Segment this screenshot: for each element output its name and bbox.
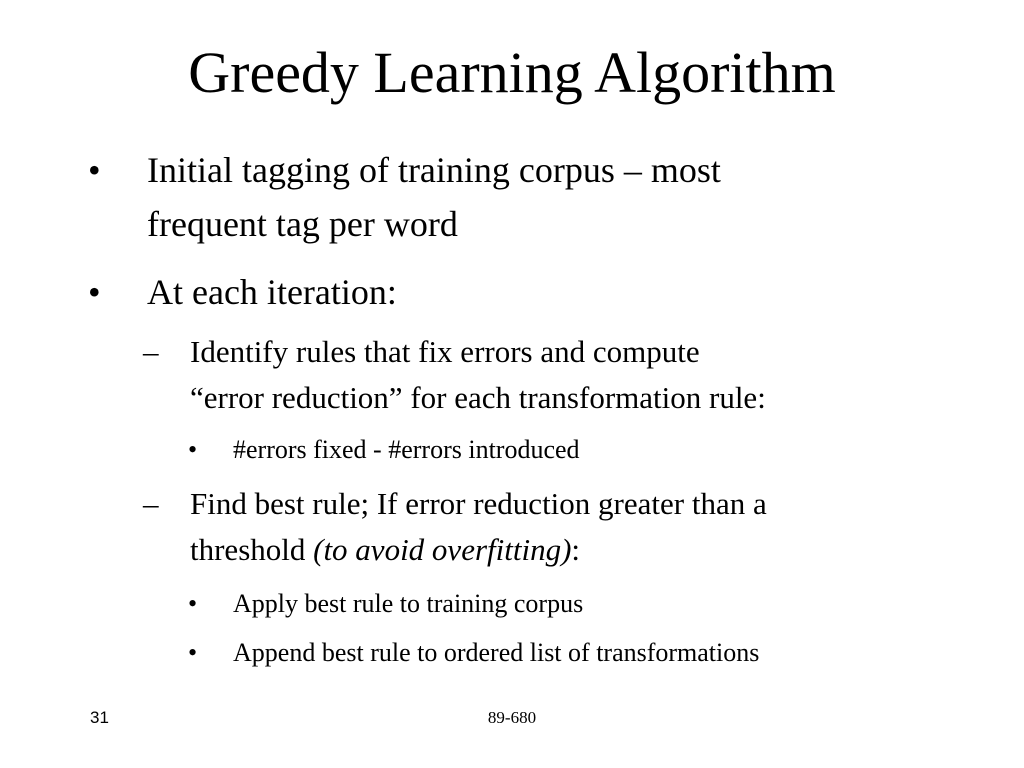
subitem-line — [190, 527, 767, 573]
bullet-line: frequent tag per word — [147, 204, 458, 244]
bullet-glyph: • — [88, 150, 101, 190]
page-number: 31 — [90, 708, 109, 727]
bullet-glyph: • — [188, 435, 198, 464]
bullet-glyph: • — [188, 589, 198, 618]
bullet-text — [147, 143, 721, 251]
subsubitem-text: #errors fixed - #errors introduced — [233, 435, 580, 464]
subsubitem-text: Apply best rule to training corpus — [233, 589, 584, 618]
dash-glyph: – — [143, 486, 159, 521]
subitem-italic-text: (to avoid overfitting) — [313, 532, 572, 567]
subitem-text — [190, 329, 766, 421]
subsubitem-text: Append best rule to ordered list of transformations — [233, 638, 760, 667]
subitem-punctuation: : — [571, 532, 581, 567]
course-code: 89-680 — [487, 708, 537, 727]
dash-glyph: – — [143, 334, 159, 369]
subitem-line: Find best rule; If error reduction greater than a — [190, 486, 767, 521]
bullet-line: Initial tagging of training corpus – most — [147, 150, 721, 190]
subitem-line: “error reduction” for each transformation rule: — [190, 380, 766, 415]
bullet-text — [147, 265, 397, 319]
bullet-glyph: • — [88, 272, 101, 312]
slide-title: Greedy Learning Algorithm — [188, 40, 836, 105]
subitem-plain-text: threshold — [190, 532, 314, 567]
bullet-line: At each iteration: — [147, 272, 397, 312]
bullet-glyph: • — [188, 638, 198, 667]
subitem-text — [190, 481, 767, 573]
subitem-line: Identify rules that fix errors and compute — [190, 334, 700, 369]
